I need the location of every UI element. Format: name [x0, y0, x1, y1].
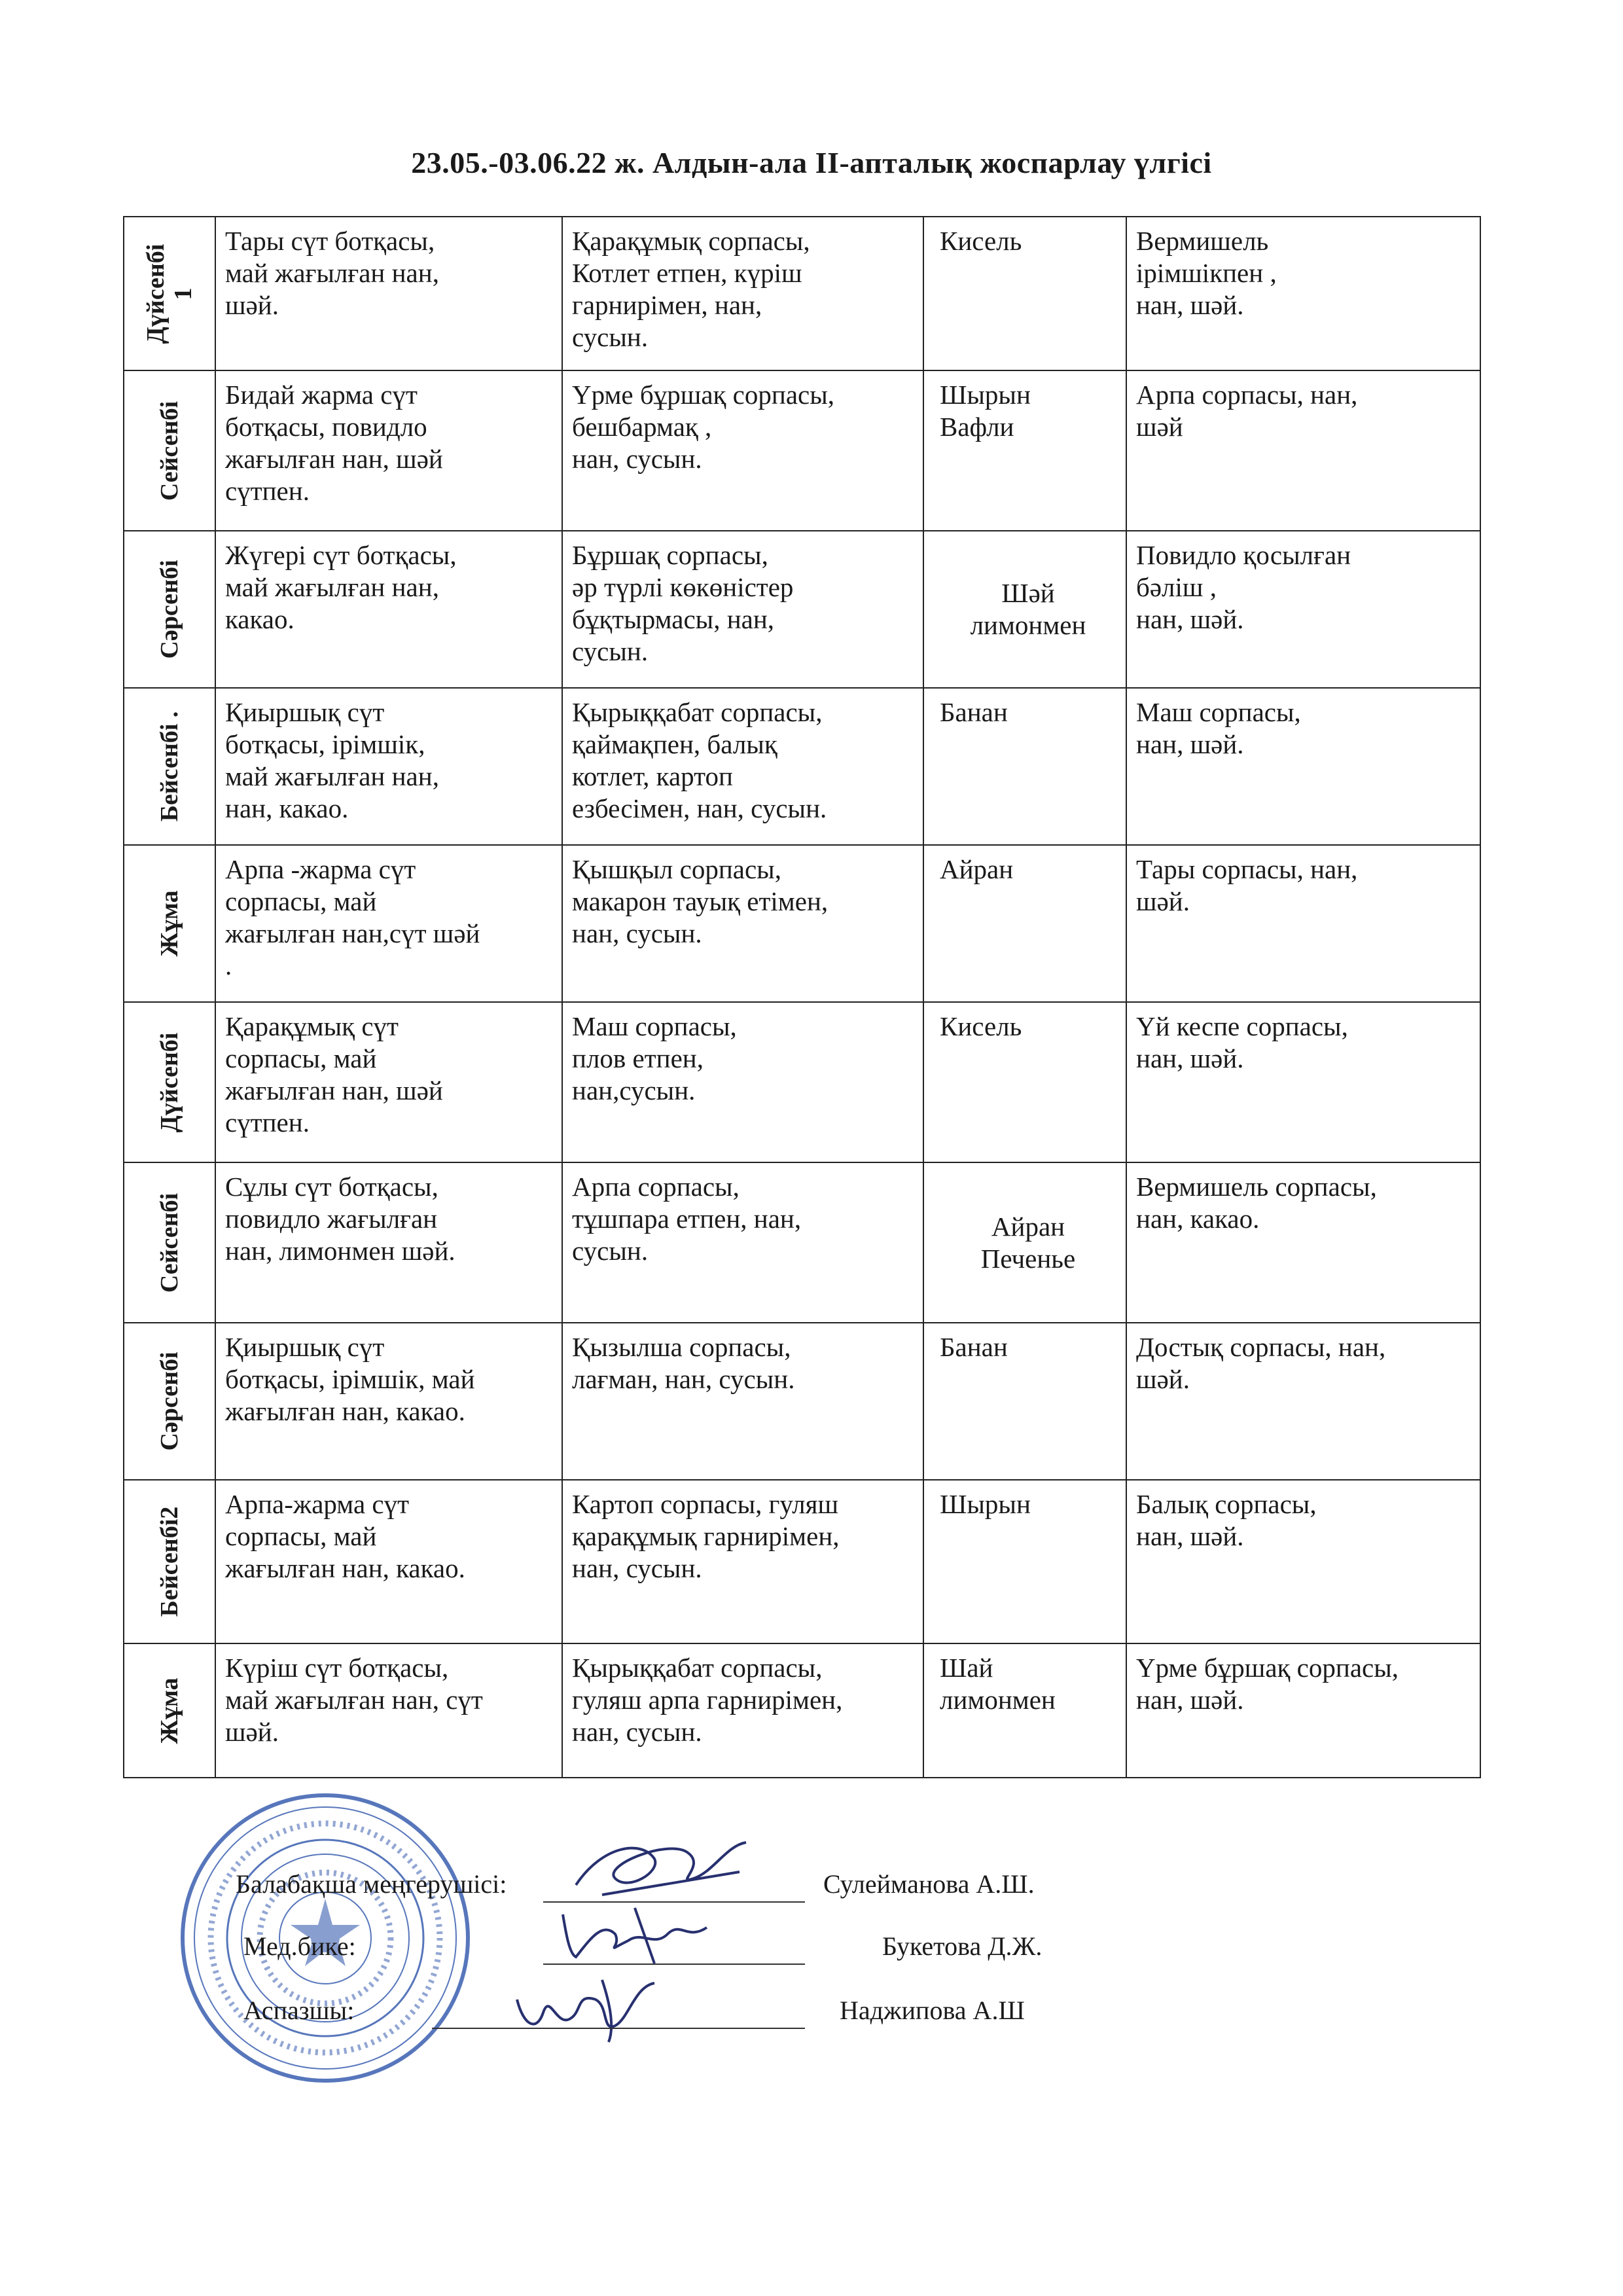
- dinner-cell: Балық сорпасы, нан, шәй.: [1126, 1480, 1480, 1643]
- day-label: Жұма: [156, 890, 183, 957]
- snack-cell: Шай лимонмен: [923, 1643, 1126, 1778]
- signature-name: Наджипова А.Ш: [840, 1996, 1025, 2025]
- day-cell: [124, 1002, 215, 1162]
- breakfast-cell: Тары сүт ботқасы, май жағылған нан, шәй.: [215, 217, 562, 370]
- signature-role: Мед.бике:: [243, 1931, 356, 1961]
- snack-cell: Шырын Вафли: [923, 370, 1126, 531]
- table-row: [124, 217, 1480, 370]
- signature-role: Аспазшы:: [243, 1996, 355, 2025]
- day-cell: [124, 1480, 215, 1643]
- signature-name: Сулейманова А.Ш.: [823, 1869, 1035, 1899]
- dinner-cell: Маш сорпасы, нан, шәй.: [1126, 688, 1480, 845]
- lunch-cell: Қырыққабат сорпасы, гуляш арпа гарнирімен, нан, сусын.: [562, 1643, 923, 1778]
- day-cell: [124, 688, 215, 845]
- snack-cell: Шырын: [923, 1480, 1126, 1643]
- table-row: [124, 1643, 1480, 1778]
- lunch-cell: Маш сорпасы, плов етпен, нан,сусын.: [562, 1002, 923, 1162]
- lunch-cell: Бұршақ сорпасы, әр түрлі көкөністер бұқтырмасы, нан, сусын.: [562, 531, 923, 688]
- day-cell: [124, 1643, 215, 1778]
- dinner-cell: Үй кеспе сорпасы, нан, шәй.: [1126, 1002, 1480, 1162]
- lunch-cell: Қарақұмық сорпасы, Котлет етпен, күріш гарнирімен, нан, сусын.: [562, 217, 923, 370]
- day-label: Дүйсенбі: [156, 1032, 183, 1132]
- day-label: Сәрсенбі: [156, 1352, 183, 1451]
- snack-cell: Кисель: [923, 1002, 1126, 1162]
- snack-cell: Айран Печенье: [923, 1162, 1126, 1323]
- breakfast-cell: Арпа -жарма сүт сорпасы, май жағылған нан,сүт шәй .: [215, 845, 562, 1002]
- day-cell: [124, 217, 215, 370]
- table-row: [124, 845, 1480, 1002]
- dinner-cell: Повидло қосылған бәліш , нан, шәй.: [1126, 531, 1480, 688]
- snack-cell: Банан: [923, 1323, 1126, 1480]
- signature-row-nurse: [0, 1931, 1623, 1970]
- signature-line: [432, 2028, 805, 2029]
- snack-cell: Кисель: [923, 217, 1126, 370]
- table-row: [124, 688, 1480, 845]
- day-label: Дүйсенбі 1: [142, 243, 197, 344]
- day-label: Сәрсенбі: [156, 560, 183, 659]
- weekly-menu-table: [123, 216, 1481, 1778]
- day-cell: [124, 531, 215, 688]
- day-cell: [124, 845, 215, 1002]
- day-cell: [124, 1162, 215, 1323]
- lunch-cell: Үрме бұршақ сорпасы, бешбармақ , нан, сусын.: [562, 370, 923, 531]
- lunch-cell: Арпа сорпасы, тұшпара етпен, нан, сусын.: [562, 1162, 923, 1323]
- breakfast-cell: Бидай жарма сүт ботқасы, повидло жағылған нан, шәй сүтпен.: [215, 370, 562, 531]
- table-row: [124, 1162, 1480, 1323]
- day-label: Бейсенбі .: [156, 711, 183, 822]
- breakfast-cell: Арпа-жарма сүт сорпасы, май жағылған нан, какао.: [215, 1480, 562, 1643]
- table-row: [124, 1480, 1480, 1643]
- lunch-cell: Картоп сорпасы, гуляш қарақұмық гарнирімен, нан, сусын.: [562, 1480, 923, 1643]
- table-row: [124, 1323, 1480, 1480]
- snack-cell: Шәй лимонмен: [923, 531, 1126, 688]
- day-label: Сейсенбі: [156, 401, 183, 501]
- lunch-cell: Қырыққабат сорпасы, қаймақпен, балық котлет, картоп езбесімен, нан, сусын.: [562, 688, 923, 845]
- breakfast-cell: Қарақұмық сүт сорпасы, май жағылған нан, шәй сүтпен.: [215, 1002, 562, 1162]
- dinner-cell: Вермишель сорпасы, нан, какао.: [1126, 1162, 1480, 1323]
- breakfast-cell: Қиыршық сүт ботқасы, ірімшік, май жағылған нан, нан, какао.: [215, 688, 562, 845]
- breakfast-cell: Қиыршық сүт ботқасы, ірімшік, май жағылған нан, какао.: [215, 1323, 562, 1480]
- dinner-cell: Үрме бұршақ сорпасы, нан, шәй.: [1126, 1643, 1480, 1778]
- snack-cell: Айран: [923, 845, 1126, 1002]
- table-row: [124, 531, 1480, 688]
- day-label: Сейсенбі: [156, 1193, 183, 1293]
- signature-line: [543, 1964, 805, 1965]
- breakfast-cell: Жүгері сүт ботқасы, май жағылған нан, какао.: [215, 531, 562, 688]
- signature-name: Букетова Д.Ж.: [882, 1931, 1043, 1961]
- lunch-cell: Қызылша сорпасы, лағман, нан, сусын.: [562, 1323, 923, 1480]
- signature-row-director: [0, 1869, 1623, 1908]
- day-cell: [124, 370, 215, 531]
- page-title: 23.05.-03.06.22 ж. Алдын-ала ІІ-апталық жоспарлау үлгісі: [411, 146, 1212, 179]
- table-row: [124, 370, 1480, 531]
- day-label: Бейсенбі2: [156, 1506, 183, 1617]
- snack-cell: Банан: [923, 688, 1126, 845]
- dinner-cell: Арпа сорпасы, нан, шәй: [1126, 370, 1480, 531]
- breakfast-cell: Сұлы сүт ботқасы, повидло жағылған нан, лимонмен шәй.: [215, 1162, 562, 1323]
- day-label: Жұма: [156, 1677, 183, 1744]
- lunch-cell: Қышқыл сорпасы, макарон тауық етімен, нан, сусын.: [562, 845, 923, 1002]
- breakfast-cell: Күріш сүт ботқасы, май жағылған нан, сүт шәй.: [215, 1643, 562, 1778]
- signature-role: Балабақша меңгерушісі:: [236, 1869, 507, 1899]
- signature-row-cook: [0, 1995, 1623, 2034]
- signature-line: [543, 1901, 805, 1903]
- dinner-cell: Вермишель ірімшікпен , нан, шәй.: [1126, 217, 1480, 370]
- dinner-cell: Тары сорпасы, нан, шәй.: [1126, 845, 1480, 1002]
- dinner-cell: Достық сорпасы, нан, шәй.: [1126, 1323, 1480, 1480]
- table-row: [124, 1002, 1480, 1162]
- day-cell: [124, 1323, 215, 1480]
